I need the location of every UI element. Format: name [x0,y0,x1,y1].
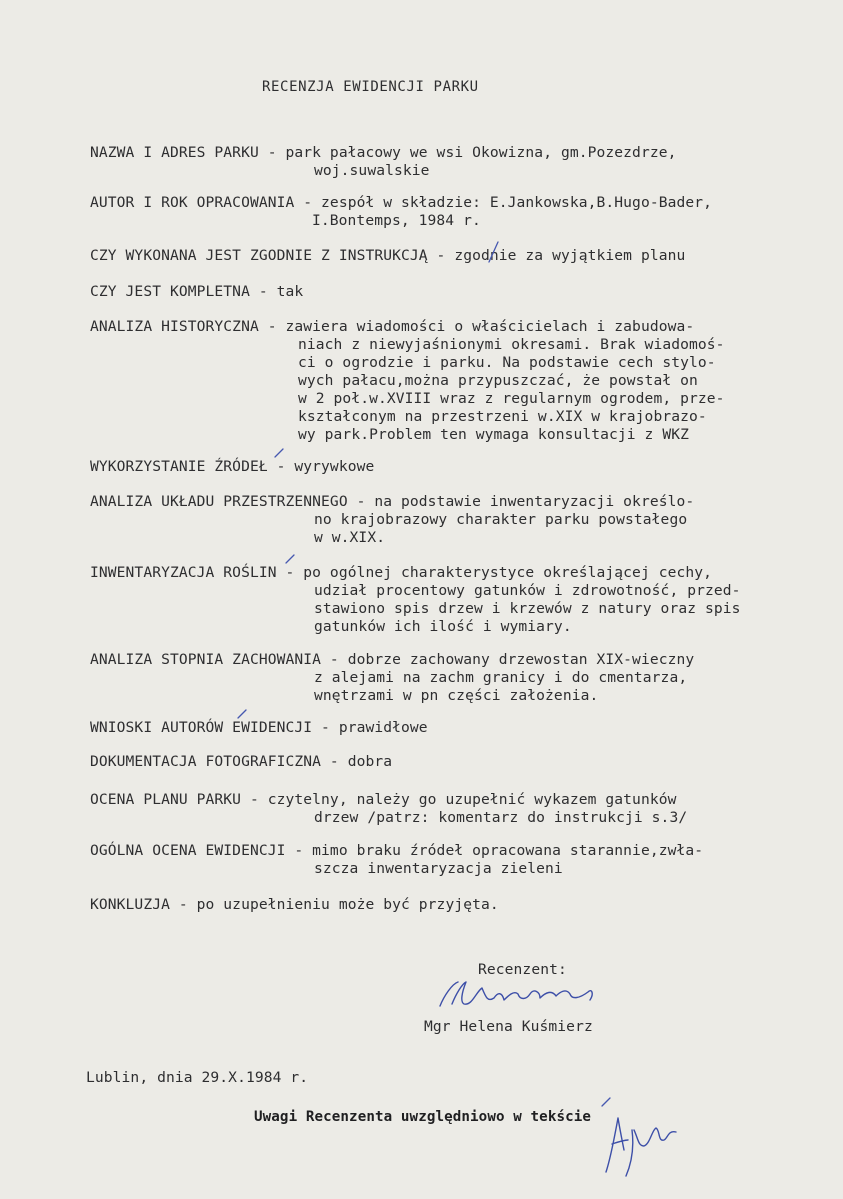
text-line: ANALIZA STOPNIA ZACHOWANIA - dobrze zachowany drzewostan XIX-wieczny [90,651,695,668]
text-line: DOKUMENTACJA FOTOGRAFICZNA - dobra [90,753,393,770]
text-line: gatunków ich ilość i wymiary. [314,618,572,635]
text-line: udział procentowy gatunków i zdrowotność, przed- [314,582,741,599]
text-line: ci o ogrodzie i parku. Na podstawie cech stylo- [298,354,716,371]
text-line: z alejami na zachm granicy i do cmentarza, [314,669,688,686]
text-line: KONKLUZJA - po uzupełnieniu może być przyjęta. [90,896,499,913]
text-line: wy park.Problem ten wymaga konsultacji z WKZ [298,426,689,443]
text-line: no krajobrazowy charakter parku powstałego [314,511,688,528]
text-line: wnętrzami w pn części założenia. [314,687,599,704]
text-line: wych pałacu,można przypuszczać, że powstał on [298,372,698,389]
reviewer-label: Recenzent: [478,961,567,978]
text-line: w w.XIX. [314,529,386,546]
text-line: CZY JEST KOMPLETNA - tak [90,283,304,300]
text-line: AUTOR I ROK OPRACOWANIA - zespół w składzie: E.Jankowska,B.Hugo-Bader, [90,194,713,211]
reviewer-name: Mgr Helena Kuśmierz [424,1018,593,1035]
text-line: niach z niewyjaśnionymi okresami. Brak wiadomoś- [298,336,725,353]
text-line: WNIOSKI AUTORÓW EWIDENCJI - prawidłowe [90,719,428,736]
place-date: Lublin, dnia 29.X.1984 r. [86,1069,309,1086]
text-line: ANALIZA HISTORYCZNA - zawiera wiadomości o właścicielach i zabudowa- [90,318,695,335]
text-line: CZY WYKONANA JEST ZGODNIE Z INSTRUKCJĄ - zgodnie za wyjątkiem planu [90,247,686,264]
text-line: I.Bontemps, 1984 r. [312,212,481,229]
handwritten-correction-mark [236,708,248,720]
text-line: INWENTARYZACJA ROŚLIN - po ogólnej charakterystyce określającej cechy, [90,564,713,581]
text-line: ANALIZA UKŁADU PRZESTRZENNEGO - na podstawie inwentaryzacji określo- [90,493,695,510]
text-line: NAZWA I ADRES PARKU - park pałacowy we wsi Okowizna, gm.Pozezdrze, [90,144,677,161]
text-line: woj.suwalskie [314,162,430,179]
handwritten-correction-mark [273,447,285,459]
text-line: stawiono spis drzew i krzewów z natury oraz spis [314,600,741,617]
document-title: RECENZJA EWIDENCJI PARKU [262,79,479,95]
text-line: WYKORZYSTANIE ŹRÓDEŁ - wyrywkowe [90,458,375,475]
approval-initials [596,1110,686,1180]
handwritten-correction-mark [486,240,500,264]
handwritten-correction-mark [284,553,296,565]
handwritten-correction-mark [600,1096,612,1108]
reviewer-note: Uwagi Recenzenta uwzględniowo w tekście [254,1109,592,1125]
text-line: kształconym na przestrzeni w.XIX w krajobrazo- [298,408,707,425]
text-line: OGÓLNA OCENA EWIDENCJI - mimo braku źródeł opracowana starannie,zwła- [90,842,704,859]
text-line: OCENA PLANU PARKU - czytelny, należy go uzupełnić wykazem gatunków [90,791,677,808]
text-line: drzew /patrz: komentarz do instrukcji s.3/ [314,809,688,826]
text-line: szcza inwentaryzacja zieleni [314,860,563,877]
text-line: w 2 poł.w.XVIII wraz z regularnym ogrodem, prze- [298,390,725,407]
reviewer-signature [432,978,602,1018]
